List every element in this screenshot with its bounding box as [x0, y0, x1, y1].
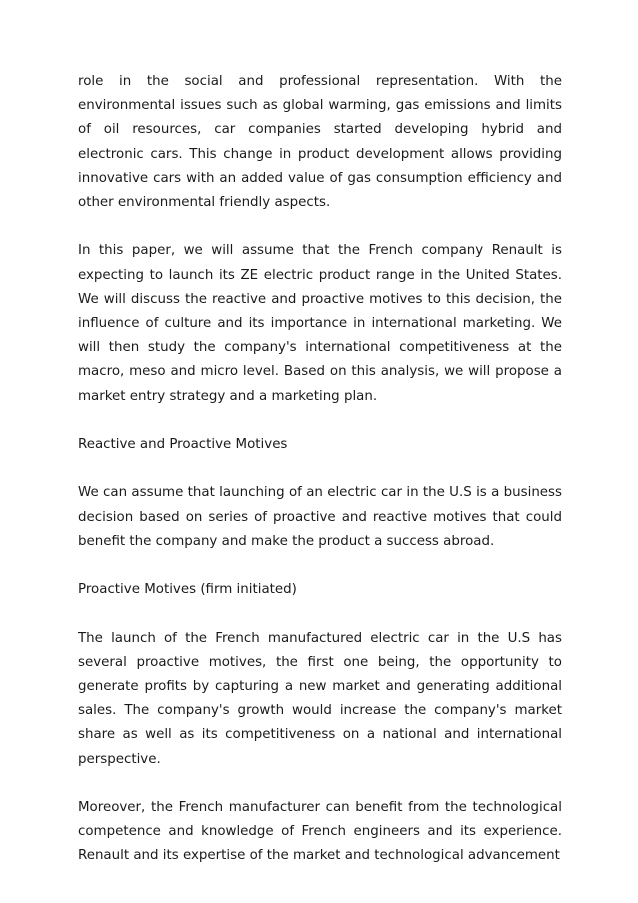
paragraph-technological-competence: Moreover, the French manufacturer can benefit from the technological competence and knowledge of French engineers and its experience. Renault and its expertise of the market and technological advancement	[78, 800, 562, 864]
paragraph-intro-continued: role in the social and professional representation. With the environmental issues such as global warming, gas emissions and limits of oil resources, car companies started developing hybrid and electronic cars. This change in product development allows providing innovative cars with an added value of gas consumption efficiency and other environmental friendly aspects.	[78, 74, 562, 211]
paragraph-proactive-motives: The launch of the French manufactured electric car in the U.S has several proactive motives, the first one being, the opportunity to generate profits by capturing a new market and generating additional sales. The company's growth would increase the company's market share as well as its competitiveness on a national and international perspective.	[78, 630, 562, 767]
document-page	[78, 70, 562, 893]
paragraph-paper-overview: In this paper, we will assume that the French company Renault is expecting to launch its ZE electric product range in the United States. We will discuss the reactive and proactive motives to this decision, the influence of culture and its importance in international marketing. We will then study the company's international competitiveness at the macro, meso and micro level. Based on this analysis, we will propose a market entry strategy and a marketing plan.	[78, 243, 562, 404]
paragraph-motives-summary: We can assume that launching of an electric car in the U.S is a business decision based on series of proactive and reactive motives that could benefit the company and make the product a success abroad.	[78, 485, 562, 549]
section-heading-reactive-proactive: Reactive and Proactive Motives	[78, 437, 288, 453]
section-heading-proactive-motives: Proactive Motives (firm initiated)	[78, 582, 297, 598]
